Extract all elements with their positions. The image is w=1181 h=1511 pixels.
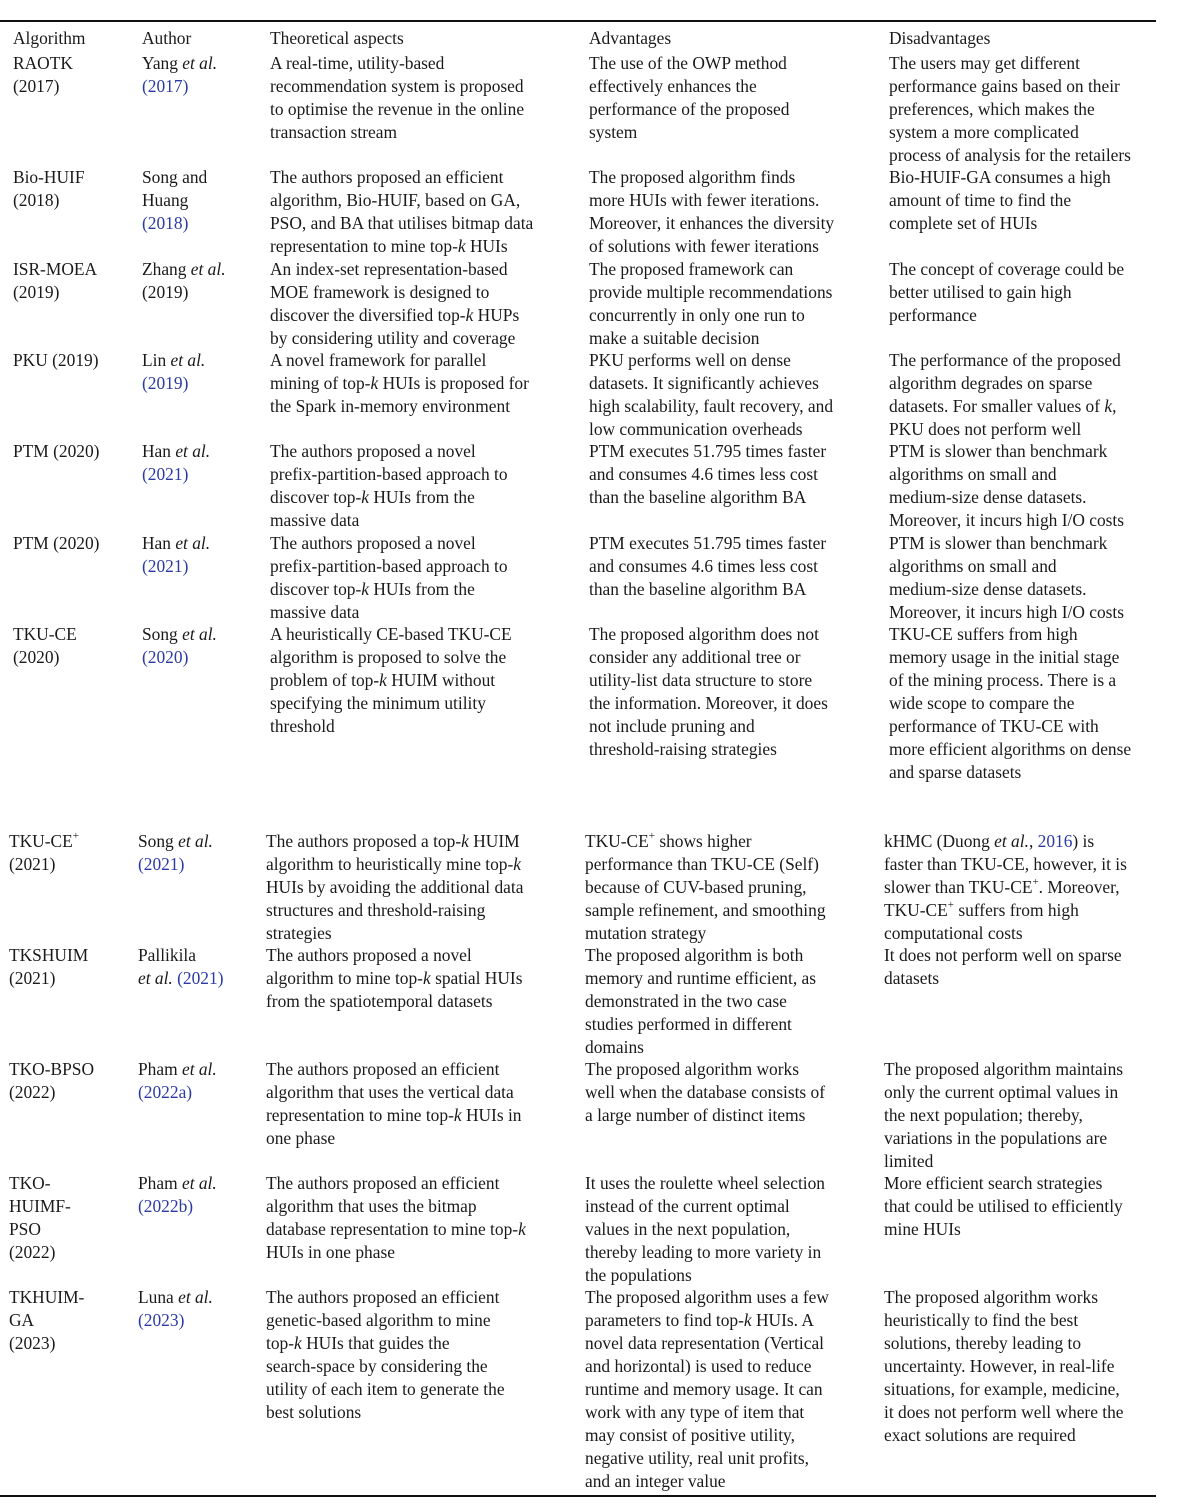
advantages-cell: The proposed algorithm uses a few parameters to find top-k HUIs. A novel data representation (Vertical and horizontal) is used to reduce runtime and memory usage. It can work with any type of item that may consist of positive utility, negative utility, real unit profits, and an integer value — [585, 1287, 829, 1491]
algorithm-cell: TKU-CE+ (2021) — [9, 830, 79, 874]
algorithm-cell: TKSHUIM (2021) — [9, 945, 89, 988]
disadvantages-cell: More efficient search strategies that could be utilised to efficiently mine HUIs — [884, 1173, 1123, 1239]
author-cell: Pham et al. (2022b) — [138, 1173, 217, 1216]
theory-cell: The authors proposed an efficient algorithm, Bio-HUIF, based on GA, PSO, and BA that utilises bitmap data representation to mine top-k HUIs — [270, 167, 534, 256]
algorithm-cell: TKO-BPSO (2022) — [9, 1059, 95, 1102]
table-top-rule — [0, 20, 1156, 22]
theory-cell: The authors proposed an efficient algorithm that uses the bitmap database representation to mine top-k HUIs in one phase — [266, 1173, 526, 1262]
author-cell: Han et al. (2021) — [142, 533, 211, 576]
disadvantages-cell: The performance of the proposed algorithm degrades on sparse datasets. For smaller values of k, PKU does not perform well — [889, 350, 1121, 439]
citation-link[interactable]: (2021) — [172, 968, 224, 988]
disadvantages-cell: PTM is slower than benchmark algorithms on small and medium-size dense datasets. Moreover, it incurs high I/O costs — [889, 441, 1125, 530]
advantages-cell: The proposed algorithm is both memory and runtime efficient, as demonstrated in the two case studies performed in different domains — [585, 945, 816, 1057]
theory-cell: A heuristically CE-based TKU-CE algorithm is proposed to solve the problem of top-k HUIM without specifying the minimum utility threshold — [270, 624, 512, 736]
disadvantages-cell: TKU-CE suffers from high memory usage in the initial stage of the mining process. There is a wide scope to compare the performance of TKU-CE with more efficient algorithms on dense and sparse datasets — [889, 624, 1132, 782]
header-advantages: Advantages — [589, 28, 672, 48]
advantages-cell: The proposed algorithm works well when the database consists of a large number of distinct items — [585, 1059, 826, 1125]
advantages-cell: PTM executes 51.795 times faster and consumes 4.6 times less cost than the baseline algorithm BA — [589, 533, 827, 599]
advantages-cell: The proposed framework can provide multiple recommendations concurrently in only one run to make a suitable decision — [589, 259, 833, 348]
header-disadvantages: Disadvantages — [889, 28, 991, 48]
citation-link[interactable]: 2016 — [1037, 831, 1073, 851]
algorithm-cell: PTM (2020) — [13, 533, 100, 553]
theory-cell: The authors proposed a top-k HUIM algorithm to heuristically mine top-k HUIs by avoiding the additional data structures and threshold-raising strategies — [266, 831, 524, 943]
algorithm-cell: TKO- HUIMF- PSO (2022) — [9, 1173, 71, 1262]
author-cell: Lin et al. (2019) — [142, 350, 206, 393]
author-cell: Yang et al. (2017) — [142, 53, 218, 96]
citation-link[interactable]: (2023) — [138, 1310, 185, 1330]
citation-link[interactable]: (2019) — [142, 373, 189, 393]
disadvantages-cell: The users may get different performance gains based on their preferences, which makes the system a more complicated process of analysis for the retailers — [889, 53, 1131, 165]
citation-link[interactable]: (2021) — [142, 464, 189, 484]
theory-cell: An index-set representation-based MOE framework is designed to discover the diversified top-k HUPs by considering utility and coverage — [270, 259, 520, 348]
algorithm-cell: Bio-HUIF (2018) — [13, 167, 85, 210]
citation-link[interactable]: (2017) — [142, 76, 189, 96]
disadvantages-cell: The proposed algorithm maintains only the current optimal values in the next population; thereby, variations in the populations are limited — [884, 1059, 1124, 1171]
algorithm-cell: PKU (2019) — [13, 350, 99, 370]
citation-link[interactable]: (2018) — [142, 213, 189, 233]
author-cell: Song et al. (2020) — [142, 624, 217, 667]
algorithm-cell: TKHUIM- GA (2023) — [9, 1287, 85, 1353]
author-cell: Song and Huang (2018) — [142, 167, 208, 233]
header-algorithm: Algorithm — [13, 28, 86, 48]
disadvantages-cell: The concept of coverage could be better utilised to gain high performance — [889, 259, 1125, 325]
citation-link[interactable]: (2022b) — [138, 1196, 194, 1216]
advantages-cell: PKU performs well on dense datasets. It significantly achieves high scalability, fault recovery, and low communication overheads — [589, 350, 834, 439]
algorithm-cell: PTM (2020) — [13, 441, 100, 461]
disadvantages-cell: kHMC (Duong et al., 2016) is faster than TKU-CE, however, it is slower than TKU-CE+. Moreover, TKU-CE+ suffers from high computational costs — [884, 831, 1127, 943]
table-bottom-rule — [0, 1495, 1156, 1497]
algorithm-cell: RAOTK (2017) — [13, 53, 73, 96]
disadvantages-cell: PTM is slower than benchmark algorithms on small and medium-size dense datasets. Moreover, it incurs high I/O costs — [889, 533, 1125, 622]
advantages-cell: PTM executes 51.795 times faster and consumes 4.6 times less cost than the baseline algorithm BA — [589, 441, 827, 507]
theory-cell: A novel framework for parallel mining of top-k HUIs is proposed for the Spark in-memory environment — [270, 350, 529, 416]
algorithm-cell: TKU-CE (2020) — [13, 624, 77, 667]
author-cell: Zhang et al. (2019) — [142, 259, 226, 302]
theory-cell: A real-time, utility-based recommendation system is proposed to optimise the revenue in the online transaction stream — [270, 53, 525, 142]
header-theoretical-aspects: Theoretical aspects — [270, 28, 404, 48]
header-author: Author — [142, 28, 192, 48]
citation-link[interactable]: (2022a) — [138, 1082, 193, 1102]
citation-link[interactable]: (2021) — [142, 556, 189, 576]
advantages-cell: The use of the OWP method effectively enhances the performance of the proposed system — [589, 53, 790, 142]
advantages-cell: It uses the roulette wheel selection instead of the current optimal values in the next population, thereby leading to more variety in the populations — [585, 1173, 826, 1285]
citation-link[interactable]: (2020) — [142, 647, 189, 667]
author-cell: Pham et al. (2022a) — [138, 1059, 217, 1102]
advantages-cell: The proposed algorithm finds more HUIs with fewer iterations. Moreover, it enhances the diversity of solutions with fewer iterations — [589, 167, 835, 256]
disadvantages-cell: It does not perform well on sparse datasets — [884, 945, 1122, 988]
disadvantages-cell: Bio-HUIF-GA consumes a high amount of time to find the complete set of HUIs — [889, 167, 1111, 233]
author-cell: Pallikila et al. (2021) — [138, 945, 224, 988]
author-cell: Han et al. (2021) — [142, 441, 211, 484]
theory-cell: The authors proposed an efficient genetic-based algorithm to mine top-k HUIs that guides the search-space by considering the utility of each item to generate the best solutions — [266, 1287, 505, 1422]
theory-cell: The authors proposed a novel algorithm to mine top-k spatial HUIs from the spatiotemporal datasets — [266, 945, 523, 1011]
author-cell: Song et al. (2021) — [138, 831, 213, 874]
citation-link[interactable]: (2021) — [138, 854, 185, 874]
advantages-cell: TKU-CE+ shows higher performance than TKU-CE (Self) because of CUV-based pruning, sample refinement, and smoothing mutation strategy — [585, 830, 826, 943]
theory-cell: The authors proposed an efficient algorithm that uses the vertical data representation to mine top-k HUIs in one phase — [266, 1059, 522, 1148]
advantages-cell: The proposed algorithm does not consider any additional tree or utility-list data structure to store the information. Moreover, it does not include pruning and threshold-raising strategies — [589, 624, 828, 759]
theory-cell: The authors proposed a novel prefix-partition-based approach to discover top-k HUIs from the massive data — [270, 533, 508, 622]
author-cell: Luna et al. (2023) — [138, 1287, 213, 1330]
algorithm-cell: ISR-MOEA (2019) — [13, 259, 98, 302]
disadvantages-cell: The proposed algorithm works heuristically to find the best solutions, thereby leading to uncertainty. However, in real-life situations, for example, medicine, it does not perform well where the exact solutions are required — [884, 1287, 1124, 1445]
theory-cell: The authors proposed a novel prefix-partition-based approach to discover top-k HUIs from the massive data — [270, 441, 508, 530]
